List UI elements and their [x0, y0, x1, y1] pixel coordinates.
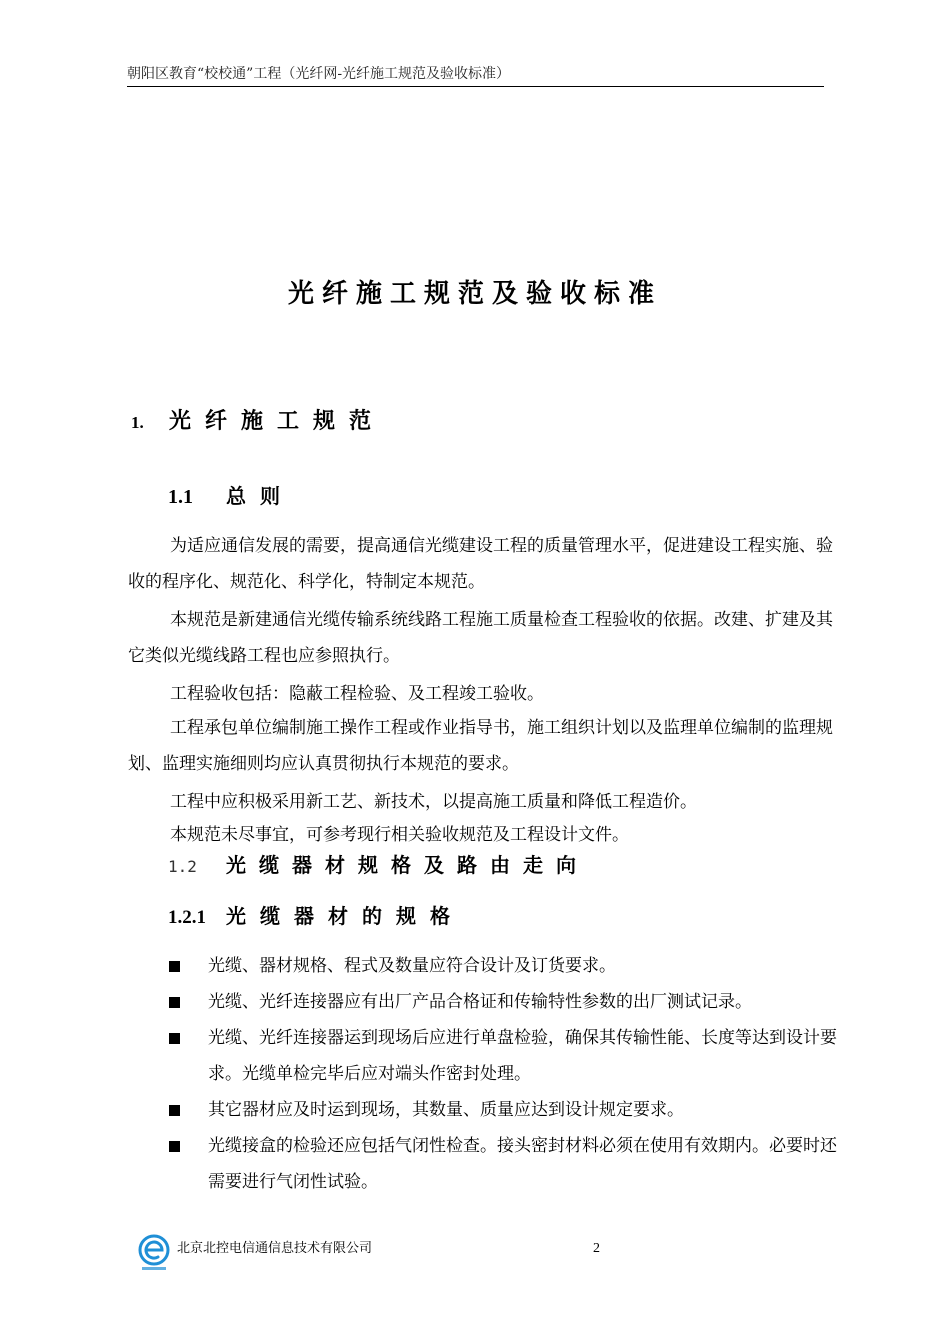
list-item-text: 光缆、器材规格、程式及数量应符合设计及订货要求。 — [208, 956, 616, 976]
list-item-text: 光缆接盒的检验还应包括气闭性检查。接头密封材料必须在使用有效期内。必要时还需要进行气闭性试验。 — [208, 1136, 837, 1192]
list-item — [166, 948, 840, 984]
square-bullet-icon — [169, 961, 180, 972]
page-header: 朝阳区教育“校校通”工程（光纤网-光纤施工规范及验收标准） — [127, 66, 511, 82]
section-1-2-1-title: 光缆器材的规格 — [226, 904, 464, 928]
paragraph: 本规范是新建通信光缆传输系统线路工程施工质量检查工程验收的依据。改建、扩建及其它类似光缆线路工程也应参照执行。 — [128, 610, 833, 666]
square-bullet-icon — [169, 1141, 180, 1152]
paragraph: 工程验收包括：隐蔽工程检验、及工程竣工验收。 — [170, 684, 544, 704]
list-item-text: 光缆、光纤连接器运到现场后应进行单盘检验，确保其传输性能、长度等达到设计要求。光缆单检完毕后应对端头作密封处理。 — [208, 1028, 837, 1084]
document-title: 光纤施工规范及验收标准 — [287, 279, 662, 309]
section-1-number: 1. — [131, 413, 144, 432]
list-item — [166, 1128, 840, 1200]
square-bullet-icon — [169, 1033, 180, 1044]
section-1-1-heading — [168, 480, 294, 513]
list-item — [166, 984, 840, 1020]
header-rule — [127, 86, 824, 87]
paragraph: 为适应通信发展的需要，提高通信光缆建设工程的质量管理水平，促进建设工程实施、验收的程序化、规范化、科学化，特制定本规范。 — [128, 536, 833, 592]
list-item-text: 其它器材应及时运到现场，其数量、质量应达到设计规定要求。 — [208, 1100, 684, 1120]
paragraph: 本规范未尽事宜，可参考现行相关验收规范及工程设计文件。 — [170, 825, 629, 845]
square-bullet-icon — [169, 1105, 180, 1116]
square-bullet-icon — [169, 997, 180, 1008]
list-item — [166, 1092, 840, 1128]
page-number: 2 — [593, 1241, 600, 1256]
section-1-title: 光纤施工规范 — [169, 409, 386, 434]
section-1-heading — [131, 405, 385, 440]
section-1-2-heading — [168, 848, 589, 884]
section-1-1-title: 总则 — [226, 484, 294, 508]
list-item-text: 光缆、光纤连接器应有出厂产品合格证和传输特性参数的出厂测试记录。 — [208, 992, 752, 1012]
paragraph: 工程中应积极采用新工艺、新技术，以提高施工质量和降低工程造价。 — [170, 792, 697, 812]
paragraph: 工程承包单位编制施工操作工程或作业指导书，施工组织计划以及监理单位编制的监理规划、监理实施细则均应认真贯彻执行本规范的要求。 — [128, 718, 833, 774]
list-item — [166, 1020, 840, 1092]
section-1-2-1-number: 1.2.1 — [168, 907, 206, 928]
section-1-2-title: 光缆器材规格及路由走向 — [226, 853, 589, 877]
company-logo-icon — [136, 1234, 172, 1274]
section-1-1-number: 1.1 — [168, 486, 193, 508]
section-1-2-1-heading — [168, 899, 464, 935]
requirements-list — [166, 948, 840, 1200]
footer-company-name: 北京北控电信通信息技术有限公司 — [177, 1241, 373, 1256]
section-1-2-number: 1.2 — [168, 857, 197, 876]
